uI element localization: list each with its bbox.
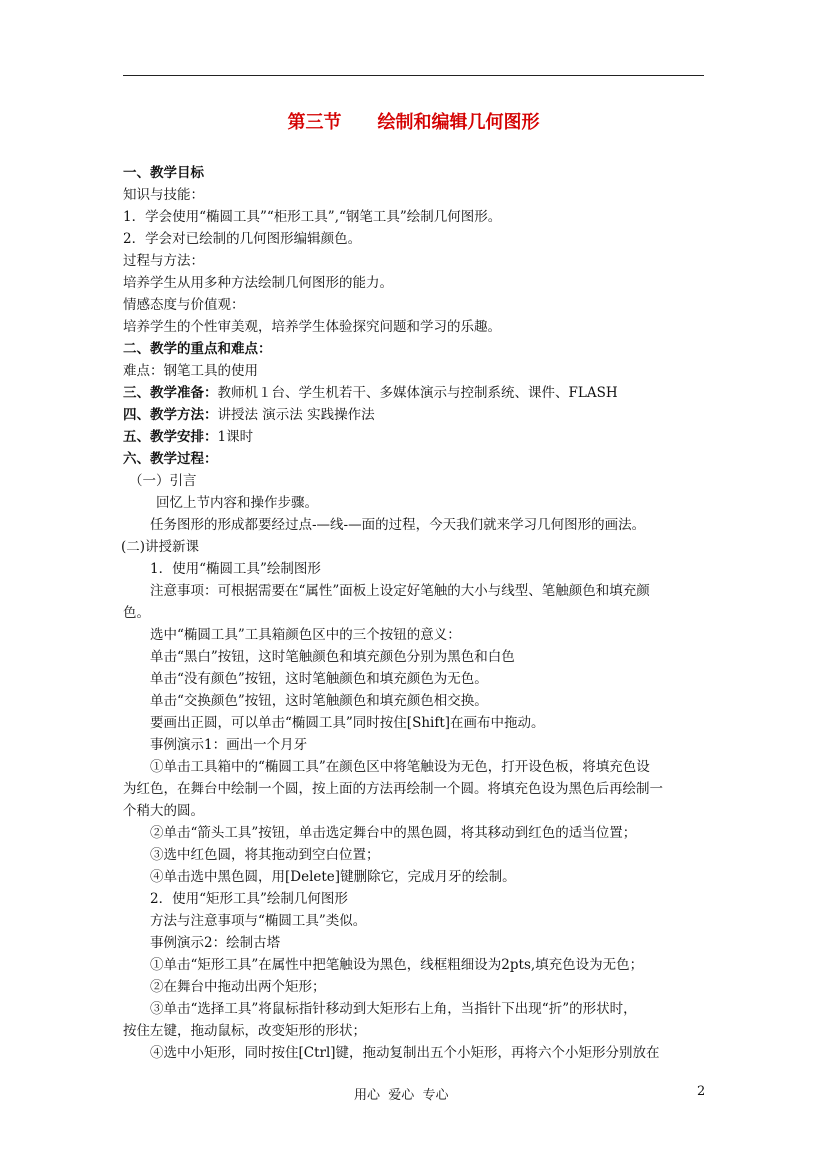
page-number: 2 xyxy=(697,1084,706,1099)
paragraph: 情感态度与价值观： xyxy=(123,297,245,313)
section-value: 教师机１台、学生机若干、多媒体演示与控制系统、课件、FLASH xyxy=(217,385,618,401)
section-label: 五、教学安排： xyxy=(123,429,218,445)
paragraph: 色。 xyxy=(123,605,150,621)
paragraph: 2．使用“矩形工具”绘制几何图形 xyxy=(150,891,348,907)
section-heading-key-points: 二、教学的重点和难点： xyxy=(123,341,272,357)
paragraph: ②在舞台中拖动出两个矩形； xyxy=(150,979,326,995)
paragraph: 个稍大的圆。 xyxy=(123,803,204,819)
section-label: 四、教学方法： xyxy=(123,407,218,423)
paragraph: 选中“椭圆工具”工具箱颜色区中的三个按钮的意义： xyxy=(150,627,461,643)
paragraph: 2．学会对已绘制的几何图形编辑颜色。 xyxy=(123,231,362,247)
subsection-heading: (二)讲授新课 xyxy=(121,539,200,555)
paragraph: ③单击“选择工具”将鼠标指针移动到大矩形右上角，当指针下出现“折”的形状时， xyxy=(150,1001,637,1017)
paragraph: 1．使用“椭圆工具”绘制图形 xyxy=(150,561,321,577)
paragraph: 培养学生的个性审美观，培养学生体验探究问题和学习的乐趣。 xyxy=(123,319,501,335)
labeled-line xyxy=(123,382,704,404)
paragraph: 难点：钢笔工具的使用 xyxy=(123,363,258,379)
paragraph: 1．学会使用“椭圆工具”“柜形工具”,“钢笔工具”绘制几何图形。 xyxy=(123,209,502,225)
paragraph: 事例演示2：绘制古塔 xyxy=(150,935,281,951)
labeled-line xyxy=(123,426,704,448)
paragraph: 单击“黑白”按钮，这时笔触颜色和填充颜色分别为黑色和白色 xyxy=(150,649,515,665)
subsection-heading: （一）引言 xyxy=(129,473,197,489)
page-title: 第三节 绘制和编辑几何图形 xyxy=(287,112,540,133)
paragraph: ①单击“矩形工具”在属性中把笔触设为黑色，线框粗细设为2pts,填充色设为无色； xyxy=(150,957,644,973)
paragraph: 要画出正圆，可以单击“椭圆工具”同时按住[Shift]在画布中拖动。 xyxy=(150,715,545,731)
paragraph: 知识与技能： xyxy=(123,187,204,203)
paragraph: ①单击工具箱中的“椭圆工具”在颜色区中将笔触设为无色，打开设色板，将填充色设 xyxy=(150,759,650,775)
paragraph: 事例演示1：画出一个月牙 xyxy=(150,737,308,753)
section-heading-process: 六、教学过程： xyxy=(123,451,218,467)
paragraph: 单击“交换颜色”按钮，这时笔触颜色和填充颜色相交换。 xyxy=(150,693,488,709)
paragraph: ④单击选中黑色圆，用[Delete]键删除它，完成月牙的绘制。 xyxy=(150,869,516,885)
paragraph: 为红色，在舞台中绘制一个圆，按上面的方法再绘制一个圆。将填充色设为黑色后再绘制一 xyxy=(123,781,663,797)
paragraph: 注意事项：可根据需要在“属性”面板上设定好笔触的大小与线型、笔触颜色和填充颜 xyxy=(150,583,650,599)
paragraph: 单击“没有颜色”按钮，这时笔触颜色和填充颜色为无色。 xyxy=(150,671,488,687)
section-value: 1课时 xyxy=(217,429,254,445)
footer-motto: 用心 爱心 专心 xyxy=(354,1088,449,1103)
paragraph: 培养学生从用多种方法绘制几何图形的能力。 xyxy=(123,275,393,291)
paragraph: ②单击“箭头工具”按钮，单击选定舞台中的黑色圆，将其移动到红色的适当位置； xyxy=(150,825,637,841)
paragraph: 回忆上节内容和操作步骤。 xyxy=(156,495,318,511)
header-rule xyxy=(123,75,704,76)
paragraph: 方法与注意事项与“椭圆工具”类似。 xyxy=(150,913,367,929)
paragraph: 任务图形的形成都要经过点-—线-—面的过程，今天我们就来学习几何图形的画法。 xyxy=(150,517,646,533)
section-heading-goals: 一、教学目标 xyxy=(123,165,204,181)
paragraph: ③选中红色圆，将其拖动到空白位置； xyxy=(150,847,380,863)
labeled-line xyxy=(123,404,704,426)
paragraph: 按住左键，拖动鼠标，改变矩形的形状； xyxy=(123,1023,366,1039)
document-body xyxy=(123,162,704,1064)
paragraph: 过程与方法： xyxy=(123,253,204,269)
section-value: 讲授法 演示法 实践操作法 xyxy=(217,407,375,423)
paragraph: ④选中小矩形，同时按住[Ctrl]键，拖动复制出五个小矩形，再将六个小矩形分别放在 xyxy=(150,1045,660,1061)
section-label: 三、教学准备： xyxy=(123,385,218,401)
